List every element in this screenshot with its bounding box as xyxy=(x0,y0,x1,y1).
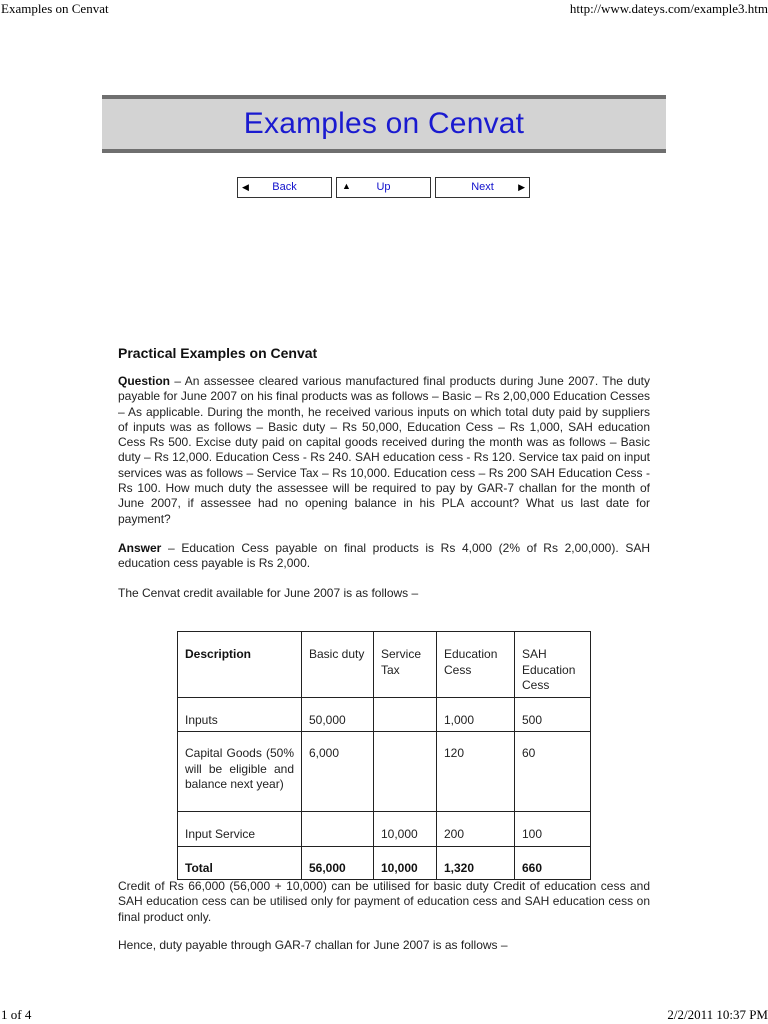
table-cell: 100 xyxy=(515,812,591,847)
credit-intro: The Cenvat credit available for June 2007 is as follows – xyxy=(118,585,419,600)
table-total-cell: 660 xyxy=(515,846,591,880)
table-total-cell: Total xyxy=(178,846,302,880)
table-cell: Inputs xyxy=(178,697,302,732)
table-header-cell: Basic duty xyxy=(302,632,374,698)
question-text: – An assessee cleared various manufactured final products during June 2007. The duty payable for June 2007 on his final products was as follows – Basic – Rs 2,00,000 Education Cesses – As applicable. During the month, he received various inputs on which total duty paid by suppliers of inputs was as follows – Basic duty – Rs 50,000, Education Cess – Rs 1,000, SAH education Cess Rs 500. Excise duty paid on capital goods received during the month was as follows – Basic duty – Rs 12,000. Education Cess - Rs 240. SAH education cess - Rs 120. Service tax paid on input services was as follows – Service Tax – Rs 10,000. Education cess – Rs 200 SAH Education Cess - Rs 100. How much duty the assessee will be required to pay by GAR-7 challan for the month of June 2007, if assessee had no opening balance in his PLA account? What us last date for payment? xyxy=(118,374,650,526)
table-cell: 200 xyxy=(437,812,515,847)
table-cell: 120 xyxy=(437,732,515,812)
article-content xyxy=(118,345,650,615)
table-cell xyxy=(374,732,437,812)
table-total-cell: 10,000 xyxy=(374,846,437,880)
table-total-row xyxy=(178,846,591,880)
next-button[interactable] xyxy=(435,177,530,198)
print-footer xyxy=(0,1006,768,1024)
answer-text: – Education Cess payable on final products is Rs 4,000 (2% of Rs 2,00,000). SAH education cess payable is Rs 2,000. xyxy=(118,540,650,571)
back-button-label: Back xyxy=(272,181,297,193)
table-cell: 500 xyxy=(515,697,591,732)
up-triangle-icon: ▲ xyxy=(342,181,351,191)
left-triangle-icon: ◀ xyxy=(242,182,249,192)
table-cell: 50,000 xyxy=(302,697,374,732)
page-banner xyxy=(102,95,666,153)
right-triangle-icon: ▶ xyxy=(518,182,525,192)
table-header-cell: SAH Education Cess xyxy=(515,632,591,698)
table-total-cell: 1,320 xyxy=(437,846,515,880)
up-button[interactable] xyxy=(336,177,431,198)
page-number: 1 of 4 xyxy=(1,1007,32,1022)
table-cell: 10,000 xyxy=(374,812,437,847)
table-cell xyxy=(302,812,374,847)
hence-paragraph: Hence, duty payable through GAR-7 challan for June 2007 is as follows – xyxy=(118,937,508,952)
table-header-row xyxy=(178,632,591,698)
table-row xyxy=(178,732,591,812)
table-total-cell: 56,000 xyxy=(302,846,374,880)
table-cell: 6,000 xyxy=(302,732,374,812)
table-header-cell: Education Cess xyxy=(437,632,515,698)
table-header-cell: Service Tax xyxy=(374,632,437,698)
back-button[interactable] xyxy=(237,177,332,198)
table-row xyxy=(178,812,591,847)
next-button-label: Next xyxy=(471,181,494,193)
table-cell: Input Service xyxy=(178,812,302,847)
question-label: Question xyxy=(118,374,171,388)
table-cell: 1,000 xyxy=(437,697,515,732)
print-header-title: Examples on Cenvat xyxy=(1,1,109,16)
print-header-url: http://www.dateys.com/example3.htm xyxy=(569,1,768,16)
credit-note-paragraph: Credit of Rs 66,000 (56,000 + 10,000) can be utilised for basic duty Credit of education cess and SAH education cess can be utilised only for payment of education cess and SAH education cess on final product only. xyxy=(118,879,650,924)
table-cell xyxy=(374,697,437,732)
answer-paragraph xyxy=(118,541,650,572)
page-title: Examples on Cenvat xyxy=(243,107,525,140)
table-row xyxy=(178,697,591,732)
answer-label: Answer xyxy=(118,540,162,555)
print-datetime: 2/2/2011 10:37 PM xyxy=(667,1007,768,1022)
article-content-continued xyxy=(118,879,650,966)
print-header xyxy=(0,0,768,18)
section-heading: Practical Examples on Cenvat xyxy=(118,345,318,361)
cenvat-credit-table xyxy=(177,631,591,880)
table-cell: Capital Goods (50% will be eligible and balance next year) xyxy=(178,732,302,812)
question-paragraph xyxy=(118,374,650,527)
table-cell: 60 xyxy=(515,732,591,812)
table-header-cell: Description xyxy=(178,632,302,698)
up-button-label: Up xyxy=(376,181,391,193)
